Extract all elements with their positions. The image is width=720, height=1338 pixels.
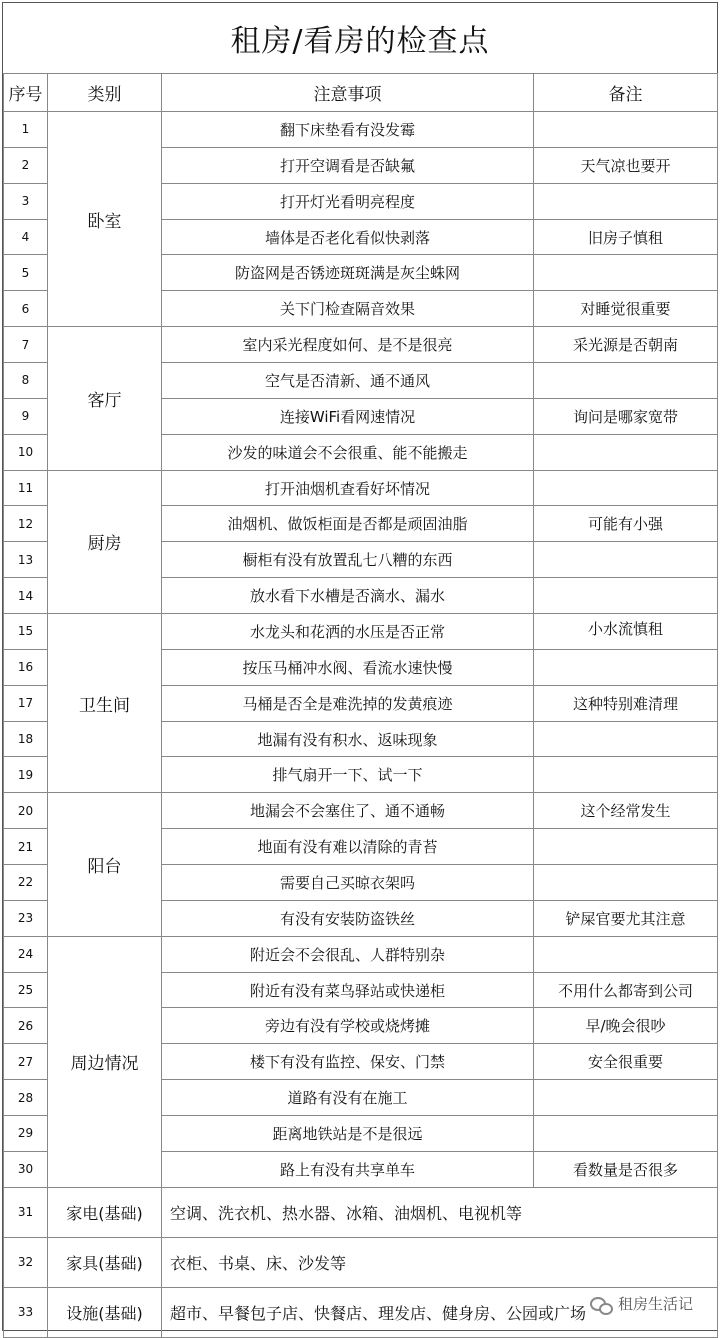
row-number: 6 (4, 291, 48, 327)
page-title: 租房/看房的检查点 (3, 3, 717, 74)
item-cell: 地漏会不会塞住了、通不通畅 (162, 793, 534, 829)
header-category: 类别 (48, 74, 162, 112)
note-cell: 看数量是否很多 (534, 1151, 718, 1187)
item-cell: 连接WiFi看网速情况 (162, 398, 534, 434)
item-cell: 墙体是否老化看似快剥落 (162, 219, 534, 255)
item-cell: 打开油烟机查看好坏情况 (162, 470, 534, 506)
item-cell: 地漏有没有积水、返味现象 (162, 721, 534, 757)
category-cell: 阳台 (48, 793, 162, 936)
item-cell: 有没有安装防盗铁丝 (162, 900, 534, 936)
table-row-basic (4, 1187, 718, 1237)
row-number: 12 (4, 506, 48, 542)
row-number: 2 (4, 147, 48, 183)
item-cell: 道路有没有在施工 (162, 1080, 534, 1116)
checklist-sheet (2, 2, 718, 1331)
note-cell (534, 757, 718, 793)
note-cell: 小水流慎租 (534, 614, 718, 650)
watermark (586, 1291, 697, 1316)
item-cell: 沙发的味道会不会很重、能不能搬走 (162, 434, 534, 470)
note-cell (534, 649, 718, 685)
row-number: 10 (4, 434, 48, 470)
row-number: 22 (4, 865, 48, 901)
item-cell: 翻下床垫看有没发霉 (162, 112, 534, 148)
row-number: 9 (4, 398, 48, 434)
table-row (4, 470, 718, 506)
category-cell: 家电(基础) (48, 1187, 162, 1237)
category-cell: 家具(基础) (48, 1237, 162, 1287)
row-number: 30 (4, 1151, 48, 1187)
note-cell (534, 721, 718, 757)
note-cell: 这个经常发生 (534, 793, 718, 829)
note-cell: 采光源是否朝南 (534, 327, 718, 363)
category-cell: 卧室 (48, 112, 162, 327)
row-number: 18 (4, 721, 48, 757)
item-cell: 路上有没有共享单车 (162, 1151, 534, 1187)
table-row (4, 936, 718, 972)
item-cell: 空气是否清新、通不通风 (162, 363, 534, 399)
item-cell: 旁边有没有学校或烧烤摊 (162, 1008, 534, 1044)
item-cell: 排气扇开一下、试一下 (162, 757, 534, 793)
note-cell: 铲屎官要尤其注意 (534, 900, 718, 936)
item-cell: 水龙头和花洒的水压是否正常 (162, 614, 534, 650)
category-cell: 厨房 (48, 470, 162, 613)
table-row (4, 327, 718, 363)
item-cell: 地面有没有难以清除的青苔 (162, 829, 534, 865)
row-number: 19 (4, 757, 48, 793)
category-cell: 客厅 (48, 327, 162, 470)
row-number: 11 (4, 470, 48, 506)
row-number: 5 (4, 255, 48, 291)
item-cell: 关下门检查隔音效果 (162, 291, 534, 327)
note-cell (534, 183, 718, 219)
row-number: 17 (4, 685, 48, 721)
item-cell: 附近有没有菜鸟驿站或快递柜 (162, 972, 534, 1008)
row-number: 13 (4, 542, 48, 578)
item-cell: 室内采光程度如何、是不是很亮 (162, 327, 534, 363)
note-cell: 安全很重要 (534, 1044, 718, 1080)
basic-items-cell: 衣柜、书桌、床、沙发等 (162, 1237, 718, 1287)
row-number: 24 (4, 936, 48, 972)
row-number: 25 (4, 972, 48, 1008)
row-number: 8 (4, 363, 48, 399)
item-cell: 橱柜有没有放置乱七八糟的东西 (162, 542, 534, 578)
item-cell: 放水看下水槽是否滴水、漏水 (162, 578, 534, 614)
note-cell: 不用什么都寄到公司 (534, 972, 718, 1008)
table-row-basic (4, 1237, 718, 1287)
header-no: 序号 (4, 74, 48, 112)
note-cell (534, 936, 718, 972)
row-number: 27 (4, 1044, 48, 1080)
note-cell: 这种特别难清理 (534, 685, 718, 721)
note-cell: 早/晚会很吵 (534, 1008, 718, 1044)
note-cell (534, 434, 718, 470)
row-number: 31 (4, 1187, 48, 1237)
note-cell (534, 363, 718, 399)
basic-items-cell: 超市、早餐包子店、快餐店、理发店、健身房、公园或广场 (162, 1287, 718, 1337)
row-number: 20 (4, 793, 48, 829)
note-cell (534, 255, 718, 291)
row-number: 15 (4, 614, 48, 650)
table-row (4, 614, 718, 650)
row-number: 14 (4, 578, 48, 614)
note-cell: 询问是哪家宽带 (534, 398, 718, 434)
note-cell: 旧房子慎租 (534, 219, 718, 255)
row-number: 3 (4, 183, 48, 219)
item-cell: 按压马桶冲水阀、看流水速快慢 (162, 649, 534, 685)
item-cell: 楼下有没有监控、保安、门禁 (162, 1044, 534, 1080)
header-item: 注意事项 (162, 74, 534, 112)
category-cell: 设施(基础) (48, 1287, 162, 1337)
basic-items-cell: 空调、洗衣机、热水器、冰箱、油烟机、电视机等 (162, 1187, 718, 1237)
item-cell: 油烟机、做饭柜面是否都是顽固油脂 (162, 506, 534, 542)
item-cell: 需要自己买晾衣架吗 (162, 865, 534, 901)
item-cell: 防盗网是否锈迹斑斑满是灰尘蛛网 (162, 255, 534, 291)
wechat-icon (590, 1295, 612, 1313)
item-cell: 马桶是否全是难洗掉的发黄痕迹 (162, 685, 534, 721)
note-cell (534, 470, 718, 506)
row-number: 23 (4, 900, 48, 936)
note-cell: 天气凉也要开 (534, 147, 718, 183)
header-note: 备注 (534, 74, 718, 112)
table-row (4, 793, 718, 829)
row-number: 7 (4, 327, 48, 363)
note-cell (534, 542, 718, 578)
table-row (4, 112, 718, 148)
row-number: 29 (4, 1116, 48, 1152)
note-cell (534, 829, 718, 865)
note-cell (534, 578, 718, 614)
item-cell: 打开灯光看明亮程度 (162, 183, 534, 219)
row-number: 33 (4, 1287, 48, 1337)
row-number: 26 (4, 1008, 48, 1044)
category-cell: 周边情况 (48, 936, 162, 1187)
note-cell (534, 1080, 718, 1116)
row-number: 16 (4, 649, 48, 685)
row-number: 32 (4, 1237, 48, 1287)
note-cell (534, 1116, 718, 1152)
checklist-table (3, 73, 718, 1338)
category-cell: 卫生间 (48, 614, 162, 793)
row-number: 4 (4, 219, 48, 255)
item-cell: 附近会不会很乱、人群特别杂 (162, 936, 534, 972)
row-number: 21 (4, 829, 48, 865)
item-cell: 距离地铁站是不是很远 (162, 1116, 534, 1152)
row-number: 28 (4, 1080, 48, 1116)
note-cell (534, 865, 718, 901)
note-cell (534, 112, 718, 148)
row-number: 1 (4, 112, 48, 148)
note-cell: 可能有小强 (534, 506, 718, 542)
item-cell: 打开空调看是否缺氟 (162, 147, 534, 183)
watermark-text: 租房生活记 (617, 1295, 693, 1313)
note-cell: 对睡觉很重要 (534, 291, 718, 327)
header-row (4, 74, 718, 112)
